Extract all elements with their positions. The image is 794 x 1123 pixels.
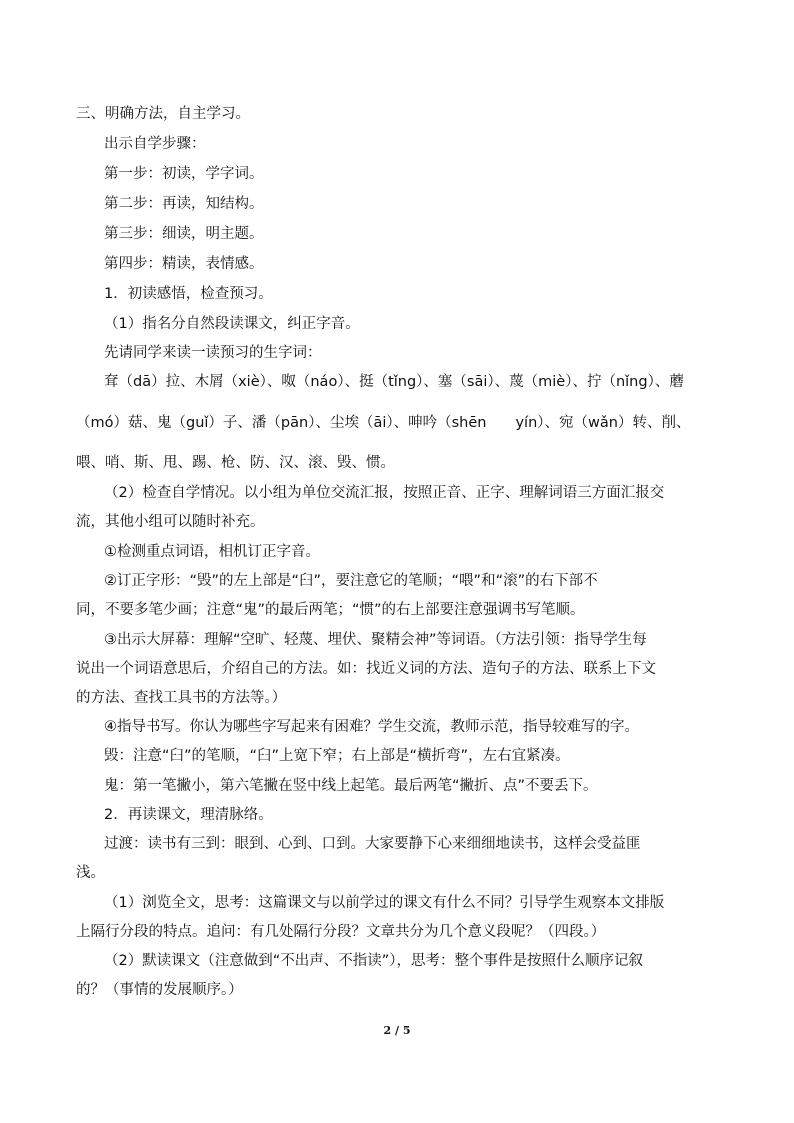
steps-intro: 出示自学步骤： — [104, 136, 206, 152]
part2-title: 2．再读课文，理清脉络。 — [104, 807, 273, 823]
step-4: 第四步：精读，表情感。 — [104, 256, 264, 272]
part2-item2-line: 的？（事情的发展顺序。） — [76, 982, 243, 998]
page-number: 2 / 5 — [383, 1024, 411, 1037]
note-hui: 毁：注意“臼”的笔顺，“臼”上宽下窄；右上部是“横折弯”，左右宜紧凑。 — [104, 748, 570, 764]
vocab-line: （mó）菇、鬼（guǐ）子、潘（pān）、尘埃（āi）、呻吟（shēn yín）、宛（wǎn）转、削、 — [76, 415, 691, 431]
part1-item2-line: 流，其他小组可以随时补充。 — [76, 514, 265, 530]
sub-item-3-line: 说出一个词语意思后，介绍自己的方法。如：找近义词的方法、造句子的方法、联系上下文 — [76, 661, 656, 677]
vocab-intro: 先请同学来读一读预习的生字词： — [104, 345, 322, 361]
step-1: 第一步：初读，学字词。 — [104, 166, 264, 182]
sub-item-2-line: 同，不要多笔少画；注意“鬼”的最后两笔；“惯”的右上部要注意强调书写笔顺。 — [76, 602, 585, 618]
section-heading: 三、明确方法，自主学习。 — [76, 106, 250, 122]
sub-item-2-line: ②订正字形：“毁”的左上部是“臼”，要注意它的笔顺；“喂”和“滚”的右下部不 — [104, 573, 598, 589]
part1-item2-line: （2）检查自学情况。以小组为单位交流汇报，按照正音、正字、理解词语三方面汇报交 — [104, 485, 665, 501]
vocab-line: 喂、哨、斯、甩、踢、枪、防、汉、滚、毁、惯。 — [76, 455, 395, 471]
transition-line: 过渡：读书有三到：眼到、心到、口到。大家要静下心来细细地读书，这样会受益匪 — [104, 836, 641, 852]
part2-item1-line: 上隔行分段的特点。追问：有几处隔行分段？文章共分为几个意义段呢？（四段。） — [76, 924, 606, 940]
step-2: 第二步：再读，知结构。 — [104, 196, 264, 212]
part2-item2-line: （2）默读课文（注意做到“不出声、不指读”），思考：整个事件是按照什么顺序记叙 — [104, 953, 643, 969]
step-3: 第三步：细读，明主题。 — [104, 226, 264, 242]
note-gui: 鬼：第一笔撇小，第六笔撇在竖中线上起笔。最后两笔“撇折、点”不要丢下。 — [104, 778, 598, 794]
part1-item1: （1）指名分自然段读课文，纠正字音。 — [104, 316, 360, 332]
sub-item-3-line: ③出示大屏幕：理解“空旷、轻蔑、埋伏、聚精会神”等词语。（方法引领：指导学生每 — [104, 632, 647, 648]
sub-item-3-line: 的方法、查找工具书的方法等。） — [76, 690, 287, 706]
vocab-line: 耷（dā）拉、木屑（xiè）、呶（náo）、挺（tǐng）、塞（sāi）、蔑（miè）、拧（nǐng）、蘑 — [104, 374, 684, 390]
transition-line: 浅。 — [76, 865, 105, 881]
part1-title: 1．初读感悟，检查预习。 — [104, 286, 273, 302]
part2-item1-line: （1）浏览全文，思考：这篇课文与以前学过的课文有什么不同？引导学生观察本文排版 — [104, 895, 665, 911]
sub-item-1: ①检测重点词语，相机订正字音。 — [104, 544, 320, 560]
sub-item-4: ④指导书写。你认为哪些字写起来有困难？学生交流，教师示范，指导较难写的字。 — [104, 719, 639, 735]
